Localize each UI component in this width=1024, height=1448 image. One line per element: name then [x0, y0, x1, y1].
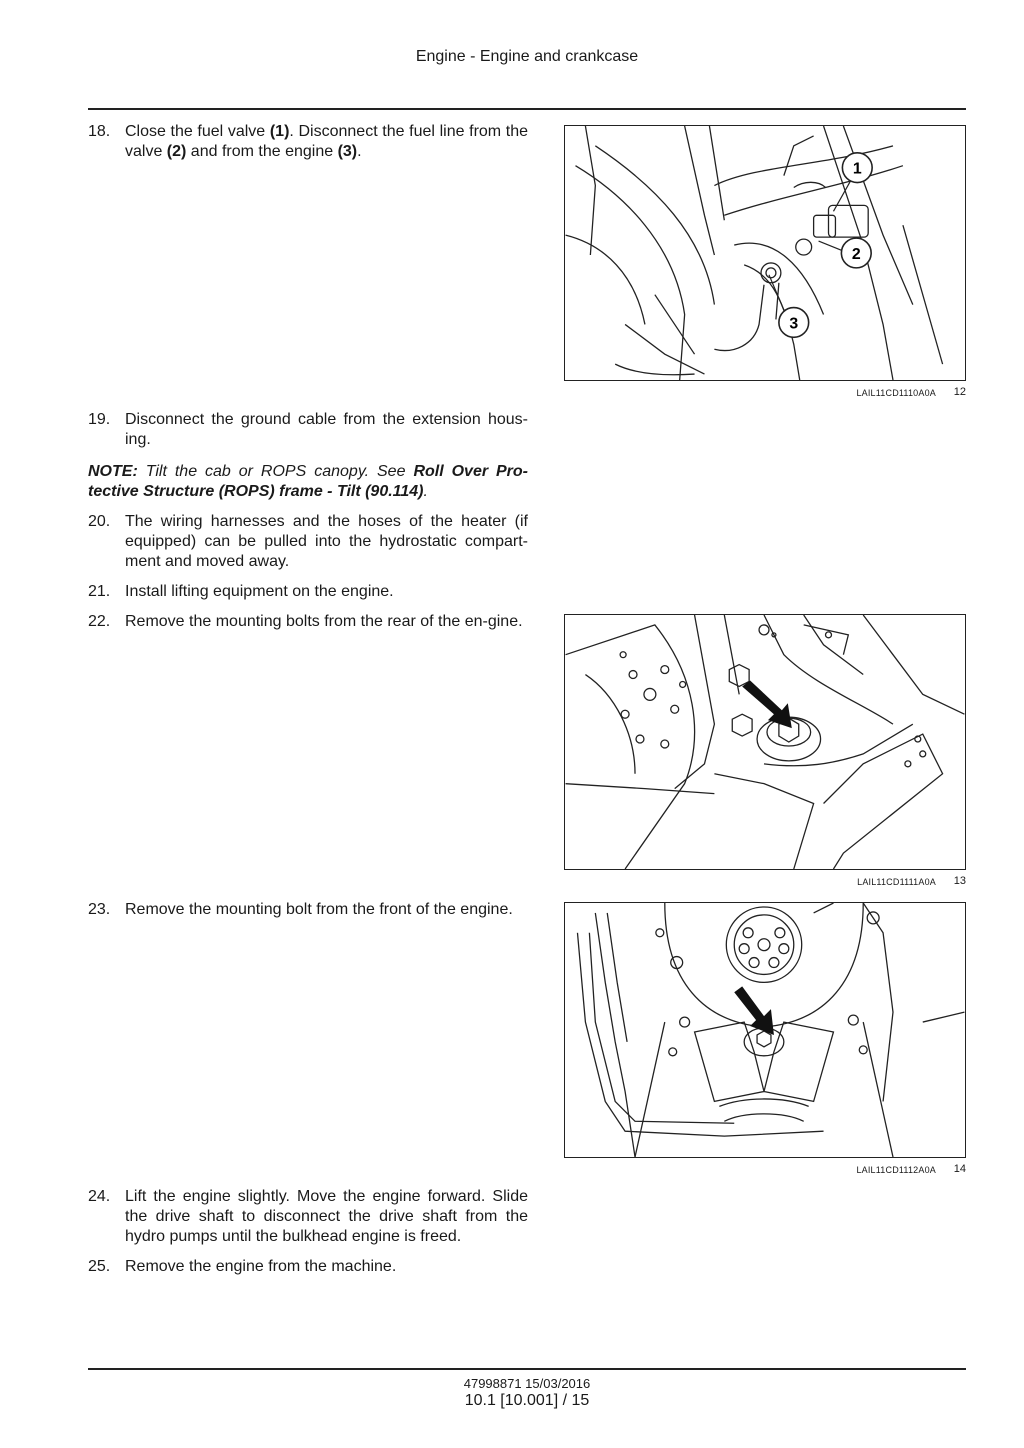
step-text: Remove the mounting bolt from the front of the engine. [125, 901, 513, 918]
step-21 [88, 582, 528, 602]
step-text: Lift the engine slightly. Move the engine forward. Slide the drive shaft to disconnect the drive shaft from the hydro pumps until the bulkhead engine is freed. [125, 1188, 528, 1245]
step-23 [88, 900, 528, 920]
page-header-title: Engine - Engine and crankcase [415, 48, 639, 65]
note-link[interactable]: Roll Over Pro-tective Structure (ROPS) frame - Tilt (90.114) [88, 463, 529, 500]
figure-number: 12 [953, 386, 966, 398]
step-text: Close the fuel valve (1). Disconnect the fuel line from the valve (2) and from the engine (3). [125, 123, 529, 160]
step-20 [88, 512, 528, 572]
figure-caption: LAIL11CD1111A0A [857, 877, 936, 887]
callout-3 [779, 308, 809, 338]
front-mount-illustration [565, 903, 965, 1157]
arrow-indicator [742, 680, 792, 728]
figure-number: 14 [953, 1163, 966, 1175]
step-25 [88, 1257, 528, 1277]
figure-front-mounting-bolt [564, 902, 966, 1158]
figure-rear-mounting-bolts [564, 614, 966, 870]
svg-text:1: 1 [852, 160, 862, 178]
figure-fuel-valve [564, 125, 966, 381]
step-number: 23. [88, 901, 111, 918]
step-18 [88, 122, 528, 162]
svg-text:2: 2 [851, 245, 861, 263]
figure-caption: LAIL11CD1110A0A [856, 388, 936, 398]
step-number: 22. [88, 613, 111, 630]
step-number: 21. [88, 583, 111, 600]
figure-number: 13 [953, 875, 966, 887]
figure-caption: LAIL11CD1112A0A [856, 1165, 936, 1175]
rear-mount-illustration [565, 615, 965, 869]
step-number: 20. [88, 513, 111, 530]
step-number: 18. [88, 123, 111, 140]
step-text: The wiring harnesses and the hoses of the heater (if equipped) can be pulled into the hydrostatic compart-ment and moved away. [125, 513, 528, 570]
fuel-valve-illustration [565, 126, 965, 380]
step-19 [88, 410, 528, 450]
callout-2 [841, 238, 871, 268]
note-block: NOTE: Tilt the cab or ROPS canopy. See Roll Over Pro-tective Structure (ROPS) frame - Tilt (90.114). [88, 463, 529, 500]
step-text: Remove the engine from the machine. [125, 1258, 397, 1275]
footer-page-number: 10.1 [10.001] / 15 [464, 1392, 590, 1409]
step-24 [88, 1187, 528, 1247]
header-rule [88, 108, 966, 110]
svg-text:3: 3 [789, 315, 799, 333]
callout-1 [842, 153, 872, 183]
step-text: Remove the mounting bolts from the rear of the en-gine. [125, 613, 523, 630]
step-number: 24. [88, 1188, 111, 1205]
step-22 [88, 612, 528, 632]
step-number: 25. [88, 1258, 111, 1275]
note-label: NOTE: [88, 463, 138, 480]
arrow-indicator [734, 986, 774, 1035]
step-text: Install lifting equipment on the engine. [125, 583, 394, 600]
footer-doc-id: 47998871 15/03/2016 [463, 1376, 591, 1391]
step-number: 19. [88, 411, 111, 428]
footer-rule [88, 1368, 966, 1370]
step-text: Disconnect the ground cable from the extension hous-ing. [125, 411, 528, 448]
